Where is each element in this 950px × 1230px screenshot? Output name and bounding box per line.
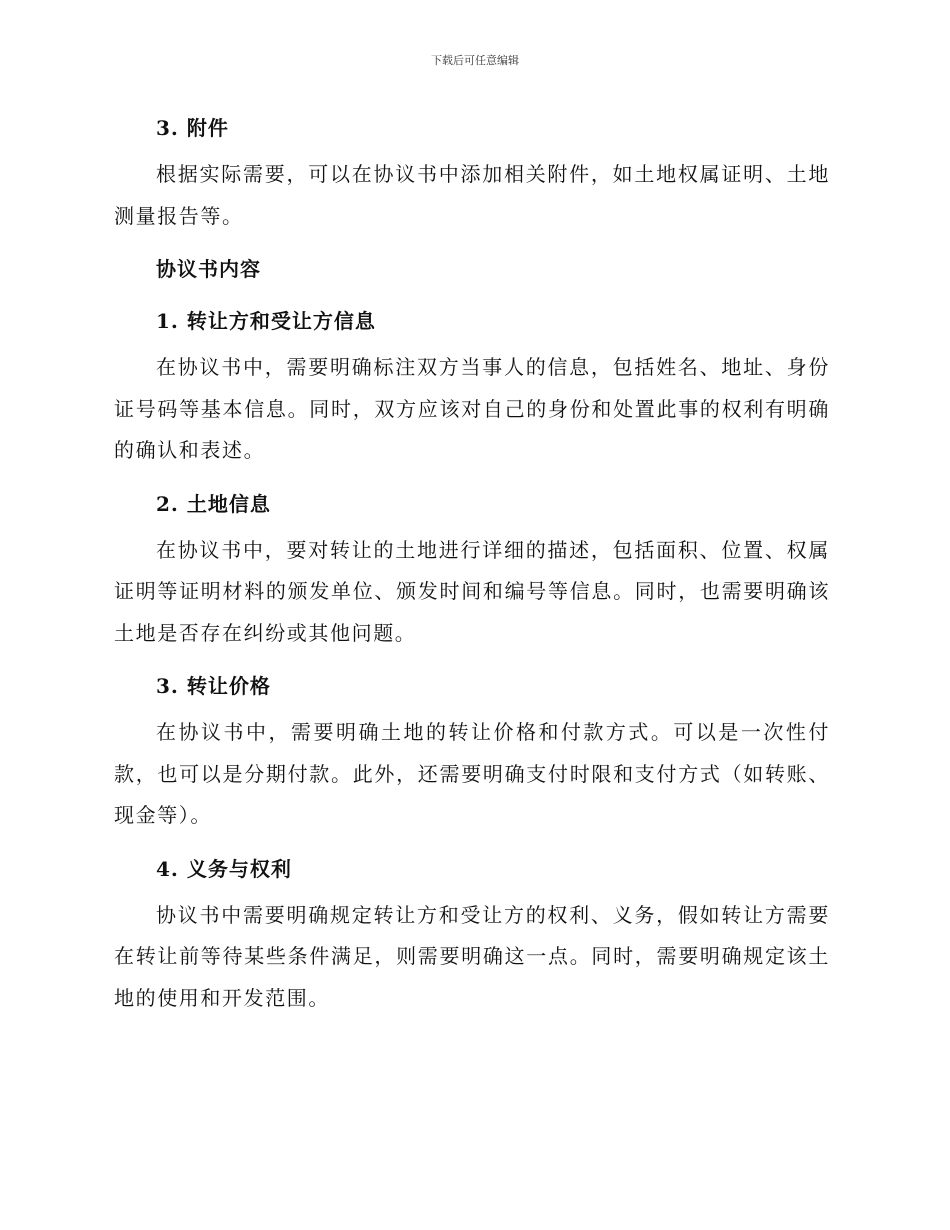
section-heading-transfer-price: 3. 转让价格 (156, 674, 271, 698)
section-heading-obligations-rights: 4. 义务与权利 (156, 856, 292, 881)
section-heading-parties-info: 1. 转让方和受让方信息 (156, 309, 376, 333)
section-heading-agreement-content: 协议书内容 (156, 257, 261, 281)
section-paragraph-attachments: 根据实际需要，可以在协议书中添加相关附件，如土地权属证明、土地测量报告等。 (114, 162, 830, 228)
page-header-note: 下载后可任意编辑 (431, 54, 519, 67)
section-heading-land-info: 2. 土地信息 (156, 491, 271, 516)
section-paragraph-obligations-rights: 协议书中需要明确规定转让方和受让方的权利、义务，假如转让方需要在转让前等待某些条件满足，则需要明确这一点。同时，需要明确规定该土地的使用和开发范围。 (114, 902, 830, 1010)
section-paragraph-land-info: 在协议书中，要对转让的土地进行详细的描述，包括面积、位置、权属证明等证明材料的颁发单位、颁发时间和编号等信息。同时，也需要明确该土地是否存在纠纷或其他问题。 (114, 537, 830, 645)
section-paragraph-transfer-price: 在协议书中，需要明确土地的转让价格和付款方式。可以是一次性付款，也可以是分期付款。此外，还需要明确支付时限和支付方式（如转账、现金等）。 (114, 720, 830, 827)
document-body (114, 108, 830, 1019)
section-paragraph-parties-info: 在协议书中，需要明确标注双方当事人的信息，包括姓名、地址、身份证号码等基本信息。同时，双方应该对自己的身份和处置此事的权利有明确的确认和表述。 (114, 355, 830, 462)
section-heading-attachments: 3. 附件 (156, 116, 229, 140)
